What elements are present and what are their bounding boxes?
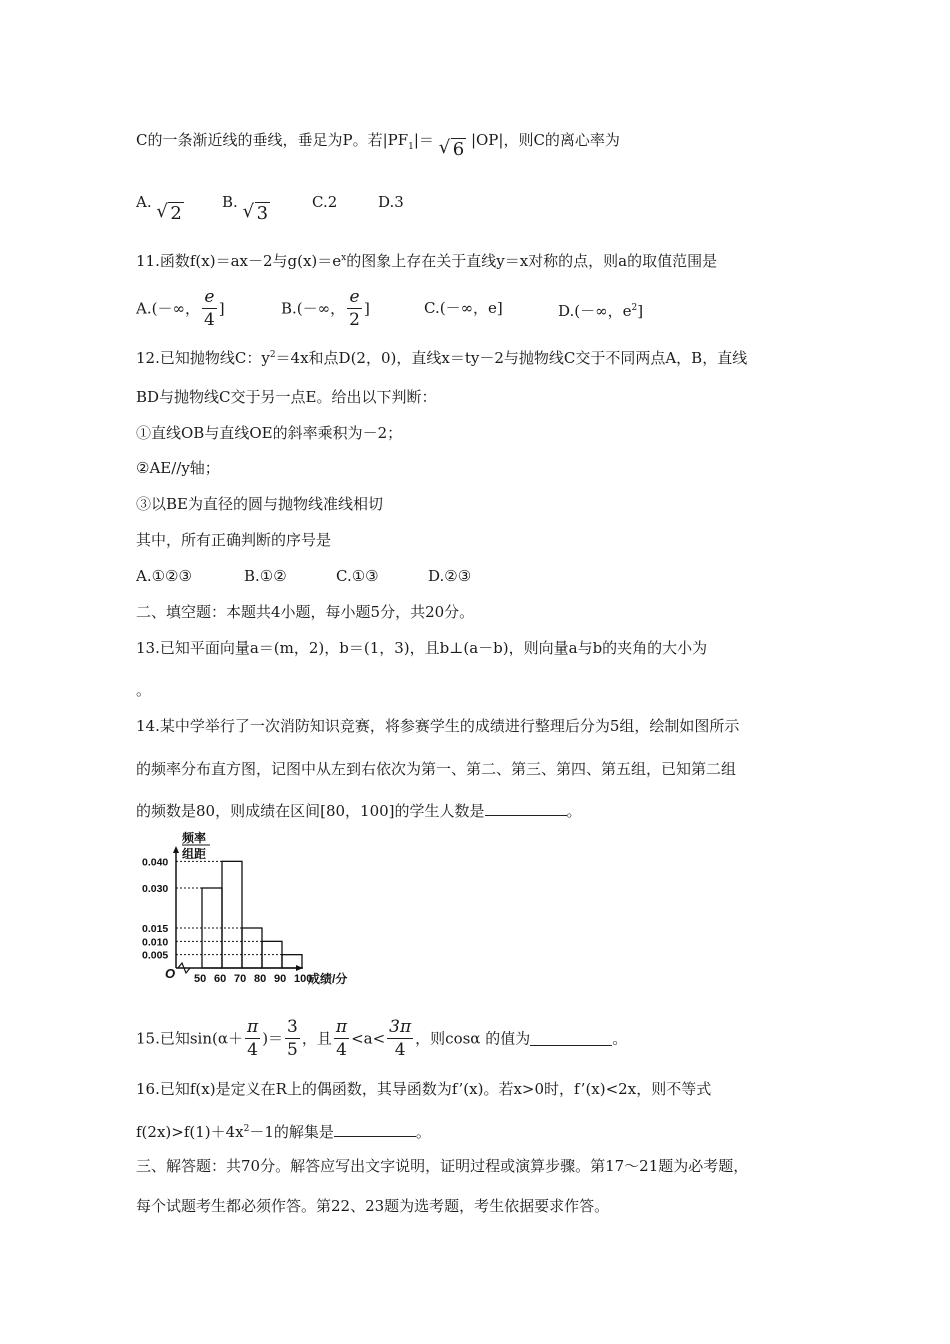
q11-option-b [281,286,370,331]
histogram-x-tick-label: 80 [254,973,267,985]
q11-option-a [136,286,225,331]
q10-option-b-label: B. [222,193,238,211]
q10-sqrt-value: 6 [452,139,465,160]
histogram-origin-label: O [165,966,176,981]
q11-option-a-den: 4 [203,310,215,330]
q11-option-b-den: 2 [349,310,360,330]
q12-judgement-3: ③以BE为直径的圆与抛物线准线相切 [136,495,383,513]
q15-line [136,1016,627,1062]
histogram-ylabel-bottom: 组距 [182,847,207,861]
q11-option-d-pre: D.(－∞，e [558,302,632,320]
q15-mid2: ，且 [301,1029,332,1048]
q10-option-b [222,192,270,224]
histogram-xlabel: 成绩/分 [308,972,348,986]
q16-line2-b: －1的解集是 [249,1123,334,1141]
q15-fraction-4 [387,1016,413,1061]
section2-heading: 二、填空题：本题共4小题，每小题5分，共20分。 [136,603,475,621]
q10-option-a-label: A. [136,193,152,211]
q10-sqrt: √ 6 [438,137,465,160]
q16-line2-a: f(2x)>f(1)＋4x [136,1123,244,1141]
q14-line3-end: 。 [566,802,582,820]
histogram-y-tick-label: 0.015 [142,923,169,935]
q16-line2 [136,1119,431,1142]
q11-option-b-fraction [347,286,362,331]
histogram-ylabel-top: 频率 [182,831,207,845]
q10-option-a [136,192,184,224]
q15-fraction-4-den: 4 [394,1040,406,1060]
q11-option-b-pre: B.(－∞， [281,299,346,318]
q16-line2-end: 。 [415,1123,431,1141]
q12-line1 [136,345,747,368]
q15-mid1: )＝ [262,1029,284,1048]
q10-option-a-value: 2 [170,203,182,224]
q11-option-a-pre: A.(－∞， [136,299,200,318]
q10-option-b-value: 3 [256,203,269,224]
histogram-x-tick-label: 50 [194,973,207,985]
q15-answer-blank [530,1031,612,1046]
histogram-bar [242,928,262,968]
q11-option-a-fraction [202,286,217,331]
histogram-x-tick-label: 90 [274,973,287,985]
q15-fraction-1 [245,1016,260,1061]
q12-line1-a: 12.已知抛物线C：y [136,349,270,367]
q10-stem [136,130,620,160]
q12-question: 其中，所有正确判断的序号是 [136,531,332,549]
q11-option-a-num: e [202,286,217,309]
histogram-y-tick-label: 0.010 [142,936,169,949]
q15-post: ，则cosα 的值为 [415,1029,531,1048]
q11-option-b-post: ] [363,299,370,318]
q11-stem-text-b: 的图象上存在关于直线y＝x对称的点，则a的取值范围是 [346,252,718,270]
q15-fraction-3 [334,1016,349,1061]
q15-fraction-1-den: 4 [247,1040,258,1060]
q15-pre: 15.已知sin(α＋ [136,1029,243,1048]
q11-option-d-post: ] [637,302,644,320]
q12-option-c: C.①③ [336,567,379,585]
q13-line2: 。 [136,681,152,699]
section3-line2: 每个试题考生都必须作答。第22、23题为选考题，考生依据要求作答。 [136,1197,610,1215]
histogram-y-axis-arrow [173,846,179,853]
q14-line3 [136,801,582,821]
q10-option-d: D.3 [378,193,404,211]
histogram-y-tick-label: 0.005 [142,949,169,962]
histogram-bar [222,861,242,968]
q10-stem-text-c: |OP|，则C的离心率为 [470,131,620,149]
q16-answer-blank [334,1122,416,1137]
q10-option-a-sqrt: √ 2 [156,201,182,224]
q11-option-d-sup: 2 [631,303,638,313]
q14-line1: 14.某中学举行了一次消防知识竞赛，将参赛学生的成绩进行整理后分为5组，绘制如图所示 [136,717,740,735]
q15-fraction-2-num: 3 [287,1017,298,1037]
q11-superscript: x [341,253,347,263]
histogram-y-tick-label: 0.040 [142,856,169,869]
histogram-x-tick-label: 60 [214,973,227,985]
q10-option-c: C.2 [312,193,338,211]
q11-option-a-post: ] [218,299,225,318]
q14-line2: 的频率分布直方图，记图中从左到右依次为第一、第二、第三、第四、第五组，已知第二组 [136,760,737,778]
q15-end: 。 [612,1029,628,1048]
q15-mid3: <a< [351,1029,386,1048]
q15-fraction-2 [285,1016,300,1061]
q14-line3-text: 的频数是80，则成绩在区间[80，100]的学生人数是 [136,802,485,820]
q12-line2: BD与抛物线C交于另一点E。给出以下判断： [136,388,437,406]
q10-option-b-sqrt: √ 3 [242,201,269,224]
q12-judgement-1: ①直线OB与直线OE的斜率乘积为－2； [136,424,403,442]
histogram-y-tick-label: 0.030 [142,883,169,895]
q11-stem-text: 11.函数f(x)＝ax－2与g(x)＝e [136,252,342,270]
q11-option-d [558,298,643,321]
section3-line1: 三、解答题：共70分。解答应写出文字说明，证明过程或演算步骤。第17～21题为必考题， [136,1157,749,1175]
q10-stem-text-b: |＝ [413,131,434,149]
q11-option-c: C.(－∞，e] [424,299,503,317]
q12-option-d: D.②③ [428,567,472,585]
q15-fraction-1-num: π [247,1017,259,1037]
q13-line1: 13.已知平面向量a＝(m，2)，b＝(1，3)，且b⊥(a－b)，则向量a与b的夹角的大小为 [136,639,708,657]
histogram-bar [282,955,302,968]
q14-answer-blank [485,801,567,816]
q12-line1-b: ＝4x和点D(2，0)，直线x＝ty－2与抛物线C交于不同两点A，B，直线 [275,349,748,367]
frequency-histogram [138,828,378,988]
q10-stem-text: C的一条渐近线的垂线，垂足为P。若|PF [136,131,409,149]
q15-fraction-2-den: 5 [287,1040,298,1060]
q11-stem [136,248,717,271]
q12-option-b: B.①② [244,567,287,585]
q12-judgement-2: ②AE//y轴； [136,459,220,477]
q15-fraction-3-num: π [335,1017,348,1037]
q15-fraction-4-num: 3π [389,1017,412,1037]
q12-option-a: A.①②③ [136,567,192,585]
q15-fraction-3-den: 4 [336,1040,347,1060]
histogram-x-tick-label: 70 [234,973,247,985]
q10-subscript: 1 [408,142,414,152]
q16-line1: 16.已知f(x)是定义在R上的偶函数，其导函数为f’(x)。若x>0时，f’(x)<2x，则不等式 [136,1080,712,1098]
q12-line1-sup: 2 [269,350,276,360]
q16-line2-sup: 2 [243,1124,250,1134]
histogram-x-tick-label: 100 [294,973,313,985]
q11-option-b-num: e [347,286,362,309]
